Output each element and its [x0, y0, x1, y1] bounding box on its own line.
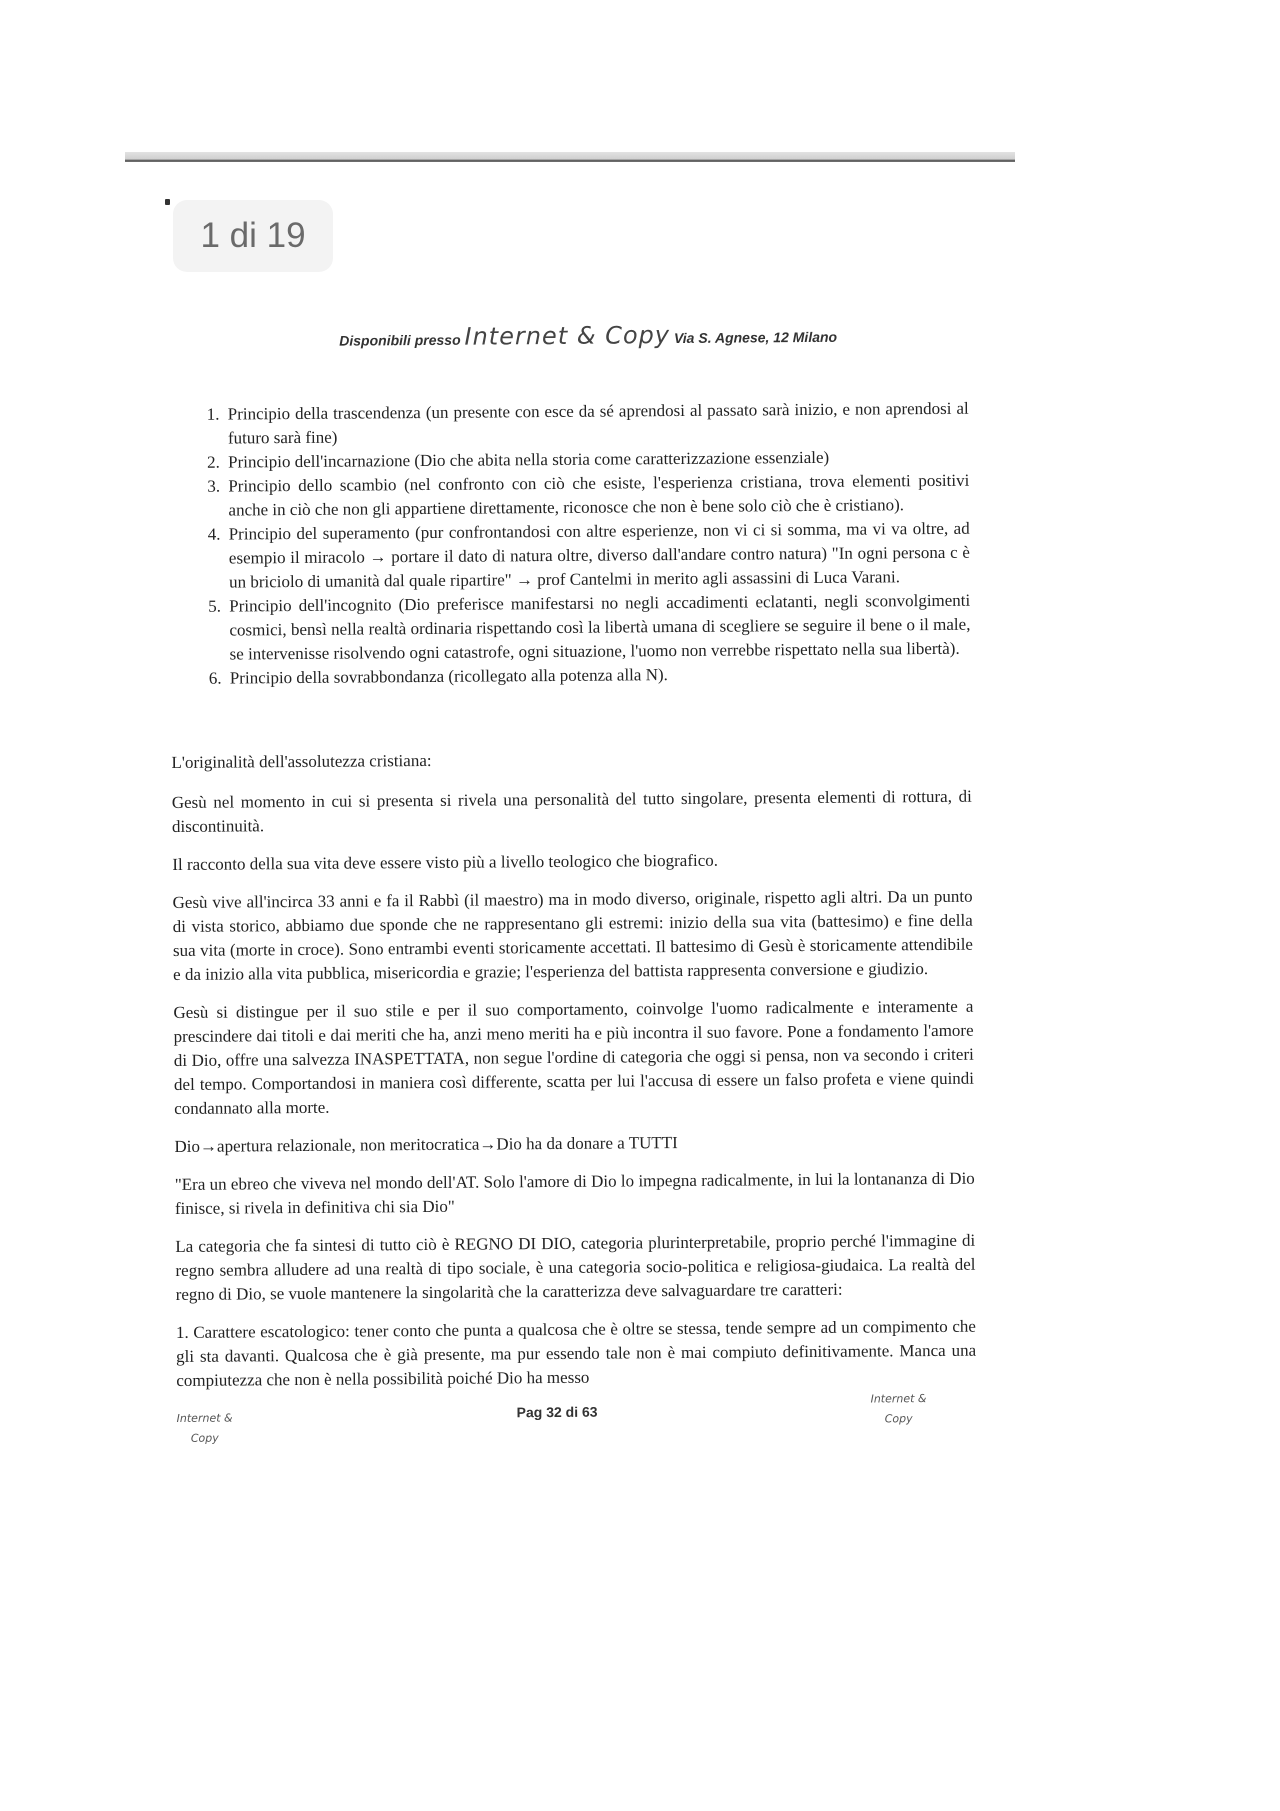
page-number-label: Pag 32 di 63 [516, 1403, 598, 1421]
principle-item: 5. Principio dell'incognito (Dio preferisce manifestarsi no negli accadimenti eclatanti, negli sconvolgimenti cosmici, bensì nella realtà ordinaria rispettando così la libertà umana di scegliere se seguire il bene o il male, se intervenisse risolvendo ogni catastrofe, ogni situazione, l'uomo non verrebbe rispettato nella sua libertà). [225, 589, 971, 667]
body-paragraph: Gesù nel momento in cui si presenta si rivela una personalità del tutto singolare, presenta elementi di rottura, di discontinuità. [171, 786, 972, 836]
watermark-right-line2: Copy [884, 1412, 913, 1426]
viewer-top-divider [125, 152, 1015, 162]
principle-item: 2. Principio dell'incarnazione (Dio che abita nella storia come caratterizzazione essenziale) [224, 445, 969, 475]
body-paragraph: Dio→apertura relazionale, non meritocratica→Dio ha da donare a TUTTI [174, 1133, 678, 1156]
watermark-left-line1: Internet & [176, 1411, 233, 1425]
body-paragraph: 1. Carattere escatologico: tener conto che punta a qualcosa che è oltre se stessa, tende sempre ad un compimento che gli sta davanti. Qualcosa che è già presente, ma pur essendo tale non è mai compiuto definitivamente. Manca una compiutezza che non è nella possibilità poiché Dio ha messo [175, 1316, 977, 1390]
page-footer [176, 1392, 977, 1467]
principles-list [169, 397, 971, 691]
principle-item: 4. Principio del superamento (pur confrontandosi con altre esperienze, non vi ci si somma, ma vi va oltre, ad esempio il miracolo → portare il dato di natura oltre, diverso dall'andare contro natura) "In ogni persona c è un briciolo di umanità dal quale ripartire" → prof Cantelmi in merito agli assassini di Luca Varani. [225, 517, 971, 595]
quote-paragraph: "Era un ebreo che viveva nel mondo dell'AT. Solo l'amore di Dio lo impegna radicalmente, in lui la lontananza di Dio finisce, si rivela in definitiva chi sia Dio" [174, 1168, 975, 1218]
body-paragraph: La categoria che fa sintesi di tutto ciò è REGNO DI DIO, categoria plurinterpretabile, proprio perché l'immagine di regno sembra alludere ad una realtà di tipo sociale, è una categoria socio-politica e religiosa-giudaica. La realtà del regno di Dio, se vuole mantenere la singolarità che la caratterizza deve salvaguardare tre caratteri: [175, 1230, 976, 1304]
body-paragraph: Gesù si distingue per il suo stile e per il suo comportamento, coinvolge l'uomo radicalmente e interamente a prescindere dai titoli e dai meriti che ha, anzi meno meriti ha e più incontra il suo favore. Pone a fondamento l'amore di Dio, offre una salvezza INASPETTATA, non segue l'ordine di categoria che oggi si pensa, non va secondo i criteri del tempo. Comportandosi in maniera così differente, scatta per lui l'accusa di essere un falso profeta e viene quindi condannato alla morte. [173, 996, 975, 1118]
page-counter-label: 1 di 19 [200, 216, 306, 255]
scan-speck [165, 199, 170, 205]
document-header [168, 319, 968, 353]
body-paragraph: Gesù vive all'incirca 33 anni e fa il Rabbì (il maestro) ma in modo diverso, originale, rispetto agli altri. Da un punto di vista storico, abbiamo due sponde che ne rappresentano gli estremi: inizio della sua vita (battesimo) e fine della sua vita (morte in croce). Sono entrambi eventi storicamente accettati. Il battesimo di Gesù è storicamente attendibile e da inizio alla vita pubblica, misericordia e grazie; l'esperienza del battista rappresenta conversione e giudizio. [172, 886, 974, 984]
scanned-document-page [168, 314, 977, 1467]
watermark-right [870, 1389, 926, 1429]
header-prefix: Disponibili presso [339, 331, 461, 349]
header-address: Via S. Agnese, 12 Milano [673, 328, 838, 347]
watermark-right-line1: Internet & [870, 1392, 927, 1406]
watermark-left [177, 1409, 233, 1449]
watermark-left-line2: Copy [190, 1431, 219, 1445]
section-heading: L'originalità dell'assolutezza cristiana: [171, 750, 432, 772]
principle-item: 3. Principio dello scambio (nel confronto con ciò che esiste, l'esperienza cristiana, trova elementi positivi anche in ciò che non gli appartiene direttamente, riconosce che non è bene solo ciò che è cristiano). [224, 469, 969, 523]
principle-item: 6. Principio della sovrabbondanza (ricollegato alla potenza alla N). [226, 661, 971, 691]
page-counter-badge [173, 200, 333, 272]
body-paragraph: Il racconto della sua vita deve essere visto più a livello teologico che biografico. [172, 850, 719, 874]
header-brand-logo: Internet & Copy [464, 321, 671, 351]
principle-item: 1. Principio della trascendenza (un presente con esce da sé aprendosi al passato sarà inizio, e non aprendosi al futuro sarà fine) [224, 397, 969, 451]
